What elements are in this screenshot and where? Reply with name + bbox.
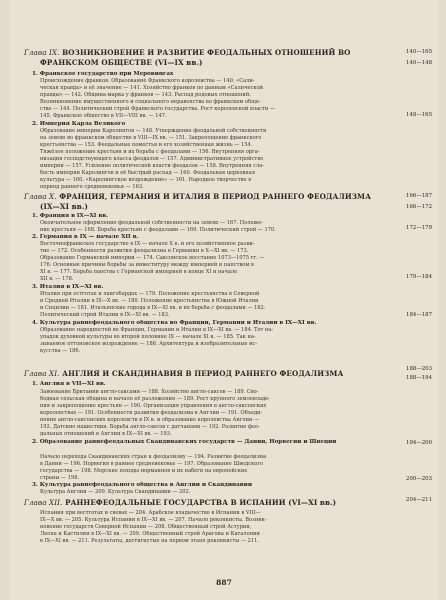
section-text: стве — 144. Политический строй Франкского государства. Рост королевской власти — — [40, 106, 275, 112]
section-text: государства — 198. Морские походы норманнов и их набеги на европейские — [40, 468, 248, 474]
section-text: бодная сельская община и начало её разложения — 189. Рост крупного землевладе- — [40, 396, 270, 402]
section-text: Леона и Кастилии в IX—XI вв. — 209. Общественный строй Арагона и Каталонии — [40, 531, 260, 537]
chapter-pages: 188—203 — [406, 366, 432, 372]
section-pages: 184—187 — [406, 312, 432, 318]
section-title: 2. Империя Карла Великого — [32, 121, 126, 127]
section-text: крестьянства — 153. Феодальные поместья и его хозяйственная жизнь — 154. — [40, 142, 253, 148]
chapter-pages: 140—165 — [406, 49, 432, 55]
section-text: кусства — 186. — [40, 348, 81, 354]
section-text: Политический строй Италии в IX—XI вв. — 183. — [40, 312, 170, 318]
section-text: Возникновение имущественного и социального неравенства во франкском обще- — [40, 99, 261, 105]
section-text: упадок духовной культуры во второй половине IX — начале XI в. — 185. Так на- — [40, 334, 256, 340]
section-text: Начало перехода Скандинавских стран к феодализму — 194. Развитие феодализма — [40, 454, 267, 460]
section-text: Культура Англии — 200. Культура Скандинавии — 202. — [40, 489, 191, 495]
section-text: королевствах — 191. Особенности развития феодализма в Англии — 191. Объеди- — [40, 410, 263, 416]
section-text: дальных отношений в Англии в IX—XI вв. — 193. — [40, 431, 172, 437]
section-title: 3. Культура раннефеодального общества в Англии и Скандинавии — [32, 482, 252, 488]
section-text: новение государств Северной Испании — 208. Общественный строй Астурии, — [40, 524, 252, 530]
section-text: Восточнофранкское государство в IX — начале X в. и его хозяйственное разви- — [40, 241, 255, 247]
section-text: культура — 160. «Каролингское возрождение» — 161. Народное творчество в — [40, 177, 252, 183]
section-text: Образование народностей во Франции, Германии и Италии в IX—XI вв. — 184. Тот на- — [40, 327, 274, 333]
section-text: страны — 198. — [40, 475, 80, 481]
section-text: XI в. — 177. Борьба папства с Германской империей в конце XI и начале — [40, 269, 238, 275]
section-text: и Сицилии — 181. Итальянские города в IX—XI вв. и их борьба с феодалами — 182. — [40, 305, 266, 311]
chapter-heading: Глава XI. АНГЛИЯ И СКАНДИНАВИЯ В ПЕРИОД РАННЕГО ФЕОДАЛИЗМА — [24, 369, 344, 378]
section-title: 3. Италия в IX—XI вв. — [32, 284, 104, 290]
section-title: 1. Англия в VII—XI вв. — [32, 381, 106, 387]
chapter-pages: 166—187 — [406, 193, 432, 199]
section-text: ния и закрепощение крестьян — 190. Организация управления в англо-саксонских — [40, 403, 267, 409]
section-title: 2. Образование раннефеодальных Скандинавских государств — Дании, Норвегии и Швеции — [32, 439, 337, 445]
section-title: 1. Франция в IX—XI вв. — [32, 213, 109, 219]
chapter-heading: Глава X. ФРАНЦИЯ, ГЕРМАНИЯ И ИТАЛИЯ В ПЕРИОД РАННЕГО ФЕОДАЛИЗМА — [24, 192, 372, 201]
section-title: 1. Франкское государство при Меровингах — [32, 71, 174, 77]
section-text: 192. Датские нашествия. Борьба англо-саксов с датчанами — 192. Развитие фео- — [40, 424, 260, 430]
section-text: в Дании — 196. Норвегия в раннее средневековье — 197. Образование Шведского — [40, 461, 264, 467]
section-text: на землю во франкском обществе в VIII—IX вв. — 151. Закрепощение франкского — [40, 135, 262, 141]
section-text: в IX—XI вв. — 211. Результаты, достигнутые на первом этапе реконкисты — 211. — [40, 538, 260, 544]
chapter-heading-line2: (IX—XI вв.) — [40, 202, 88, 211]
section-pages: 179—184 — [406, 274, 432, 280]
section-text: период раннего средневековья — 163. — [40, 184, 144, 190]
chapter-pages: 140—148 — [406, 60, 432, 66]
section-pages: 188—194 — [406, 375, 432, 381]
section-pages: 166—172 — [406, 204, 432, 210]
section-title: 4. Культура раннефеодального общества во Франции, Германии и Италии в IX—XI вв. — [32, 320, 317, 326]
section-text: тие — 172. Особенности развития феодализма в Германии в X—XI вв. — 173. — [40, 248, 249, 254]
section-title: 2. Германия в IX — начале XII в. — [32, 234, 139, 240]
section-text: Тяжёлое положение крестьян и их борьба с феодалами — 156. Внутренняя орга- — [40, 149, 260, 155]
section-text: ние крестьян — 168. Борьба крестьян с феодалами — 169. Политический строй — 170. — [40, 227, 276, 233]
chapter-heading: Глава IX. ВОЗНИКНОВЕНИЕ И РАЗВИТИЕ ФЕОДАЛЬНЫХ ОТНОШЕНИЙ ВО — [24, 48, 351, 57]
section-text: нение англо-саксонских королевств в IX в. и образование королевства Англии — — [40, 417, 260, 423]
section-text: Образование Германской империи — 174. Саксонское восстание 1073—1075 гг. — — [40, 255, 265, 261]
section-text: зываемое оттоновское возрождение — 186. Архитектура и изобразительные ис- — [40, 341, 258, 347]
section-text: 145. Франкское общество в VII—VIII вв. — 147. — [40, 113, 167, 119]
chapter-pages: 204—211 — [406, 497, 432, 503]
section-text: и Средней Италии в IX—X вв. — 180. Положение крестьянства в Южной Италии — [40, 298, 259, 304]
section-text: Италия при остготах и лангобардах — 179. Положение крестьянства в Северной — [40, 291, 260, 297]
section-pages: 200—203 — [406, 476, 432, 482]
section-text: Завоевание Британии англо-саксами — 188. Хозяйство англо-саксов — 189. Сво- — [40, 389, 259, 395]
page-number: 887 — [216, 578, 232, 587]
section-text: IX—X вв. — 205. Культура Испании в IX—XI вв. — 207. Начало реконкисты. Возник- — [40, 517, 267, 523]
section-pages: 148—165 — [406, 112, 432, 118]
chapter-heading: Глава XII. РАННЕФЕОДАЛЬНЫЕ ГОСУДАРСТВА В ИСПАНИИ (VI—XI вв.) — [24, 498, 337, 507]
section-text: правды» — 142. Община-марка у франков — 143. Распад родовых отношений. — [40, 92, 251, 98]
section-text: 176. Основные причины борьбы за инвеституру между империей и папством в — [40, 262, 254, 268]
section-text: Испания при вестготах и свевах — 204. Арабское владычество в Испании в VIII— — [40, 510, 261, 516]
book-page — [10, 0, 438, 600]
section-text: бость империи Каролингов и её быстрый распад — 160. Феодальная церковная — [40, 170, 256, 176]
section-text: Окончательное оформление феодальной собственности на землю — 167. Положе- — [40, 220, 263, 226]
section-text: XII в. — 178. — [40, 276, 74, 282]
section-text: Образование империи Каролингов — 148. Утверждение феодальной собственности — [40, 128, 267, 134]
section-text: ческая правда» и её значение — 141. Хозяйство франков по данным «Салической — [40, 85, 264, 91]
chapter-heading-line2: ФРАНКСКОМ ОБЩЕСТВЕ (VI—IX вв.) — [40, 58, 203, 67]
section-pages: 194—200 — [406, 440, 432, 446]
section-text: низация господствующего класса феодалов — 157. Административное устройство — [40, 156, 264, 162]
section-pages: 172—179 — [406, 225, 432, 231]
section-text: империи — 157. Усиление политической власти феодалов — 158. Внутренняя сла- — [40, 163, 264, 169]
section-text: Происхождение франков. Образование Франкского королевства — 140. «Сали- — [40, 78, 255, 84]
